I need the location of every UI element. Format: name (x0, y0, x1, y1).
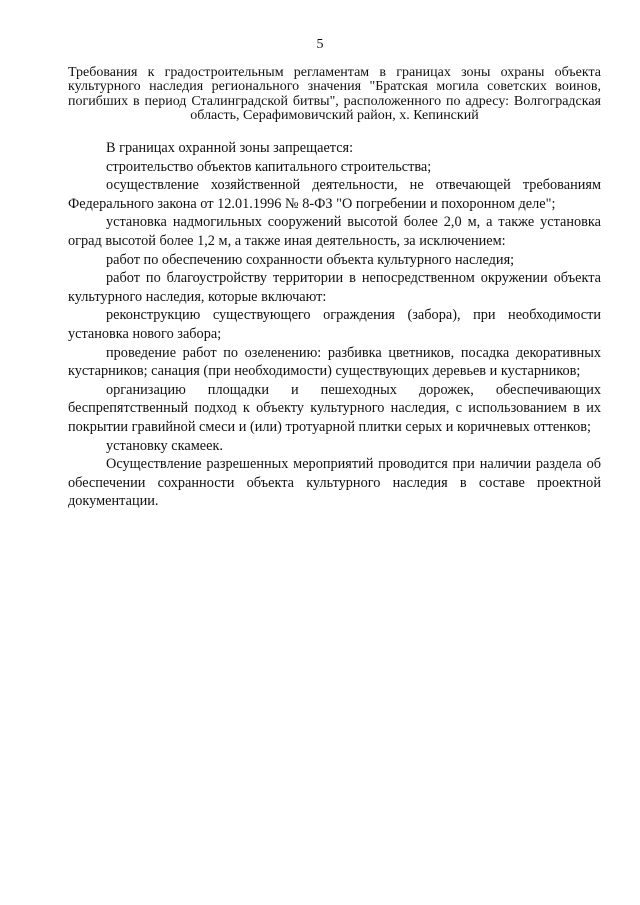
paragraph-fence-reconstruction: реконструкцию существующего ограждения (забора), при необходимости установка нового забора; (68, 307, 601, 342)
paragraph-landscaping-works: работ по благоустройству территории в непосредственном окружении объекта культурного наследия, которые включают: (68, 270, 601, 305)
document-body (68, 139, 601, 511)
paragraph-benches: установку скамеек. (106, 437, 223, 454)
paragraph-tombstone-structures: установка надмогильных сооружений высотой более 2,0 м, а также установка оград высотой более 1,2 м, а также иная деятельность, за исключением: (68, 214, 601, 249)
paragraph-economic-activity: осуществление хозяйственной деятельности, не отвечающей требованиям Федерального закона от 12.01.1996 № 8-ФЗ "О погребении и похоронном деле"; (68, 177, 601, 212)
paragraph-preservation-works: работ по обеспечению сохранности объекта культурного наследия; (106, 251, 515, 268)
paragraph-prohibitions-intro: В границах охранной зоны запрещается: (106, 140, 354, 156)
paragraph-capital-construction: строительство объектов капитального строительства; (106, 158, 432, 175)
page-number: 5 (316, 37, 324, 52)
paragraph-project-documentation: Осуществление разрешенных мероприятий проводится при наличии раздела об обеспечении сохранности объекта культурного наследия в составе проектной документации. (68, 456, 601, 510)
paragraph-greening: проведение работ по озеленению: разбивка цветников, посадка декоративных кустарников; санация (при необходимости) существующих деревьев и кустарников; (68, 344, 601, 380)
paragraph-paths: организацию площадки и пешеходных дорожек, обеспечивающих беспрепятственный подход к объекту культурного наследия, с использованием в их покрытии гравийной смеси и (или) тротуарной плитки серых и коричневых оттенков; (68, 381, 601, 435)
document-heading: Требования к градостроительным регламентам в границах зоны охраны объекта культурного наследия регионального значения "Братская могила советских воинов, погибших в период Сталинградской битвы", расположенного по адресу: Волгоградская область, Серафимовичский район, х. Кепинский (68, 65, 601, 123)
